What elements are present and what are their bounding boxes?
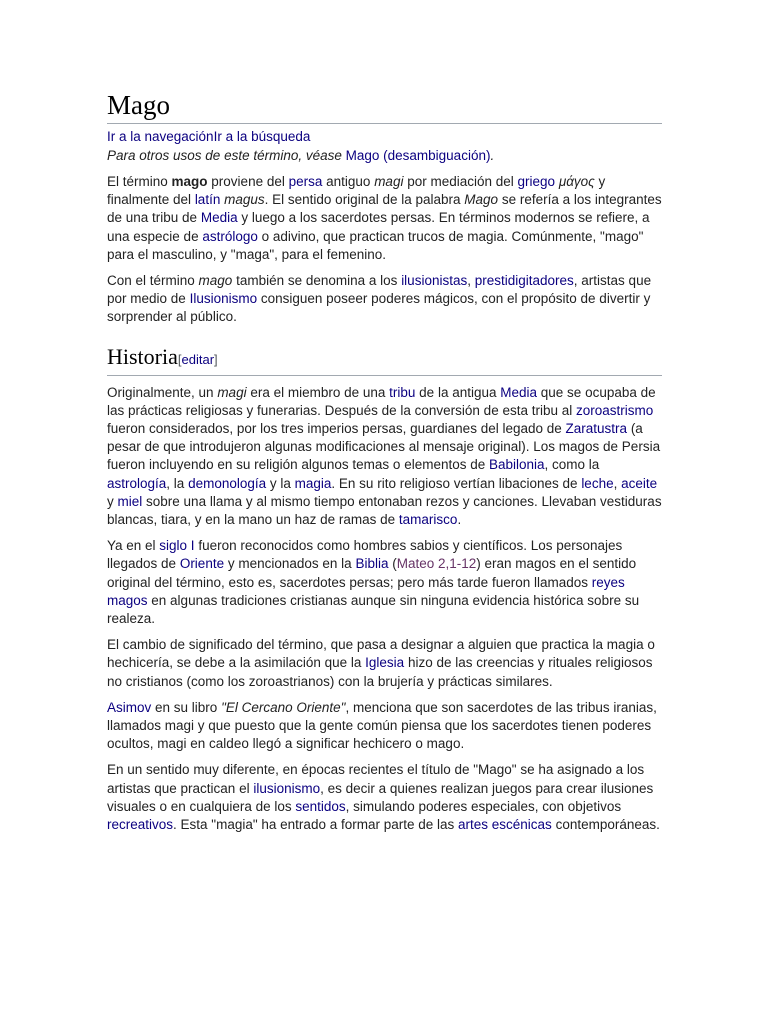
text-run: "El Cercano Oriente"	[221, 699, 346, 715]
link-astrologia[interactable]: astrología	[107, 475, 167, 491]
text-run: . Esta "magia" ha entrado a formar parte de las	[173, 817, 459, 833]
text-run: [	[177, 351, 182, 367]
hatnote-text: Para otros usos de este término, véase	[107, 148, 346, 163]
text-run: , menciona que son sacerdotes de las tribus iranias, llamados magi y que puesto que la gente común piensa que los sacerdotes tienen poderes ocultos, magi en caldeo llegó a significar hechicero o mago.	[107, 699, 657, 752]
section-heading-historia	[107, 343, 662, 376]
text-run: antiguo	[322, 174, 375, 189]
hatnote-end: .	[490, 148, 495, 163]
text-run: Originalmente, un	[107, 384, 218, 400]
intro-paragraph-2	[107, 272, 662, 327]
text-run: , como la	[544, 457, 600, 473]
text-run: , artistas que por medio de	[107, 273, 652, 307]
text-run: En un sentido muy diferente, en épocas recientes el título de "Mago" se ha asignado a los artistas que practican el	[107, 762, 645, 796]
disambiguation-link[interactable]: Mago (desambiguación)	[345, 148, 491, 163]
link-biblia[interactable]: Biblia	[355, 556, 389, 572]
page-title: Mago	[107, 88, 662, 124]
text-run: de la antigua	[415, 384, 501, 400]
text-run: , es decir a quienes realizan juegos para crear ilusiones visuales o en cualquiera de los	[107, 780, 654, 814]
text-run: .	[457, 512, 462, 528]
text-run: por mediación del	[403, 174, 518, 189]
text-run: fueron considerados, por los tres imperios persas, guardianes del legado de	[107, 421, 566, 437]
link-artes-escenicas[interactable]: artes escénicas	[458, 817, 552, 833]
link-magia[interactable]: magia	[294, 475, 332, 491]
text-run: se refería a los integrantes de una tribu de	[107, 192, 662, 226]
text-run: y mencionados en la	[224, 556, 356, 572]
jump-to-search-link[interactable]: Ir a la búsqueda	[213, 129, 311, 144]
text-run: consiguen poseer poderes mágicos, con el propósito de divertir y sorprender al público.	[107, 291, 651, 325]
text-run: , simulando poderes especiales, con objetivos	[345, 798, 622, 814]
text-run: ,	[467, 273, 475, 289]
text-run: magi	[374, 174, 404, 189]
text-run: sobre una llama y al mismo tiempo entonaban rezos y canciones. Llevaban vestiduras blancas, tiara, y en la mano un haz de ramas de	[107, 493, 662, 528]
link-tribu[interactable]: tribu	[389, 384, 416, 400]
text-run: y la	[266, 475, 295, 491]
hatnote	[107, 146, 662, 165]
section-heading-text: Historia	[107, 343, 178, 369]
text-run: Ya en el	[107, 538, 160, 554]
link-aceite[interactable]: aceite	[621, 475, 658, 491]
edit-section	[178, 352, 218, 367]
link-ilusionistas[interactable]: ilusionistas	[401, 273, 468, 289]
link-sentidos[interactable]: sentidos	[295, 798, 346, 814]
text-run: en su libro	[151, 699, 222, 715]
text-run: fueron reconocidos como hombres sabios y científicos. Los personajes llegados de	[107, 538, 623, 572]
text-run: El término	[107, 174, 172, 189]
link-asimov[interactable]: Asimov	[107, 699, 152, 715]
link-zaratustra[interactable]: Zaratustra	[565, 421, 628, 437]
edit-section-link[interactable]: editar	[181, 351, 215, 367]
link-iglesia[interactable]: Iglesia	[365, 655, 405, 671]
text-run: hizo de las creencias y rituales religiosos no cristianos (como los zoroastrianos) con la brujería y prácticas similares.	[107, 655, 653, 689]
link-recreativos[interactable]: recreativos	[107, 817, 174, 833]
historia-paragraph-2	[107, 537, 662, 628]
text-run: ,	[613, 475, 622, 491]
text-run: (	[388, 556, 397, 572]
text-run: ) eran magos en el sentido original del término, esto es, sacerdotes persas; pero más tarde fueron llamados	[107, 556, 637, 590]
link-demonologia[interactable]: demonología	[188, 475, 267, 491]
link-leche[interactable]: leche	[581, 475, 614, 491]
text-run: (a pesar de que introdujeron algunas modificaciones al mensaje original). Los magos de Persia fueron incluyendo en su religión algunos temas o elementos de	[107, 421, 661, 473]
text-run: y	[107, 493, 118, 509]
link-ilusionismo[interactable]: Ilusionismo	[189, 291, 258, 307]
link-babilonia[interactable]: Babilonia	[489, 457, 545, 473]
text-run: también se denomina a los	[232, 273, 402, 289]
link-tamarisco[interactable]: tamarisco	[398, 512, 458, 528]
text-run: , la	[166, 475, 189, 491]
text-run: y luego a los sacerdotes persas. En términos modernos se refiere, a una especie de	[107, 210, 650, 244]
intro-paragraph-1	[107, 173, 662, 264]
article	[107, 88, 662, 842]
text-run: era el miembro de una	[246, 384, 390, 400]
link-media[interactable]: Media	[200, 210, 238, 226]
bold-term: mago	[171, 174, 208, 189]
link-prestidigitadores[interactable]: prestidigitadores	[474, 273, 574, 289]
link-reyes-magos[interactable]: reyes magos	[107, 574, 625, 608]
link-zoroastrismo[interactable]: zoroastrismo	[576, 402, 654, 418]
link-miel[interactable]: miel	[117, 493, 143, 509]
link-latin[interactable]: latín	[194, 192, 221, 208]
jump-to-navigation-link[interactable]: Ir a la navegación	[107, 129, 214, 144]
text-run: . El sentido original de la palabra	[264, 192, 465, 208]
text-run: ]	[214, 351, 218, 367]
link-astrologo[interactable]: astrólogo	[202, 228, 258, 244]
text-run: contemporáneas.	[551, 817, 660, 833]
link-siglo-i[interactable]: siglo I	[159, 538, 195, 554]
text-run: El cambio de significado del término, que pasa a designar a alguien que practica la magia o hechicería, se debe a la asimilación que la	[107, 637, 655, 671]
link-griego[interactable]: griego	[517, 174, 556, 189]
text-run: en algunas tradiciones cristianas aunque sin ninguna evidencia histórica sobre su realeza.	[107, 592, 640, 627]
historia-paragraph-5	[107, 761, 662, 834]
text-run: que se ocupaba de las prácticas religiosas y funerarias. Después de la conversión de esta tribu al	[107, 384, 656, 418]
historia-paragraph-3	[107, 636, 662, 691]
link-media-2[interactable]: Media	[500, 384, 538, 400]
jump-links	[107, 127, 662, 146]
link-oriente[interactable]: Oriente	[179, 556, 225, 572]
text-run: y finalmente del	[107, 174, 606, 208]
text-run: . En su rito religioso vertían libaciones de	[331, 475, 582, 491]
text-run: magi	[217, 384, 247, 400]
link-mateo[interactable]: Mateo 2,1-12	[396, 556, 477, 572]
historia-paragraph-4	[107, 699, 662, 754]
text-run: Mago	[464, 192, 499, 208]
text-run: μάγος	[558, 174, 595, 189]
link-ilusionismo-2[interactable]: ilusionismo	[253, 780, 321, 796]
text-run: o adivino, que practican trucos de magia. Comúnmente, "mago" para el masculino, y "maga", para el femenino.	[107, 228, 644, 262]
text-run: Con el término	[107, 273, 199, 289]
text-run: proviene del	[207, 174, 289, 189]
link-persa[interactable]: persa	[288, 174, 323, 189]
text-run: mago	[198, 273, 233, 289]
text-run: magus	[224, 192, 265, 208]
historia-paragraph-1	[107, 384, 662, 530]
